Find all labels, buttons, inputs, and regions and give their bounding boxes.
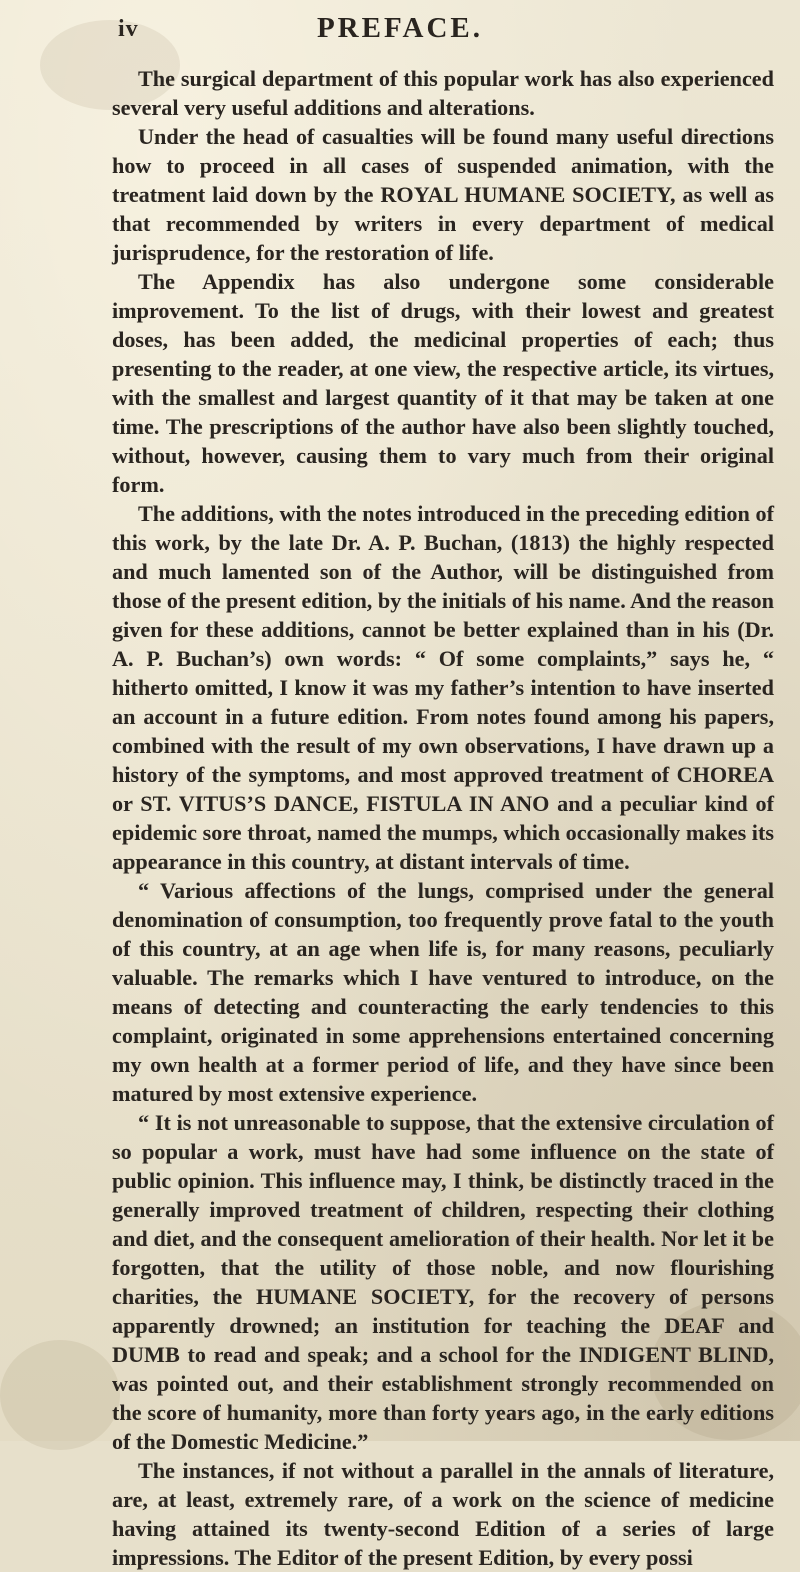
page-header bbox=[0, 10, 800, 44]
paragraph: The surgical department of this popular work has also experienced several very useful additions and alterations. bbox=[112, 66, 774, 120]
paragraph: Under the head of casualties will be found many useful directions how to proceed in all cases of suspended animation, with the treatment laid down by the ROYAL HUMANE SOCIETY, as well as that recommended by writers in every department of medical jurisprudence, for the restoration of life. bbox=[112, 124, 774, 265]
paragraph: The instances, if not without a parallel in the annals of literature, are, at least, extremely rare, of a work on the science of medicine having attained its twenty-second Edition of a series of large impressions. The Editor of the present Edition, by every possi bbox=[112, 1458, 774, 1570]
paragraph: The Appendix has also undergone some considerable improvement. To the list of drugs, with their lowest and greatest doses, has been added, the medicinal properties of each; thus presenting to the reader, at one view, the respective article, its virtues, with the smallest and largest quantity of it that may be taken at one time. The prescriptions of the author have also been slightly touched, without, however, causing them to vary much from their original form. bbox=[112, 269, 774, 497]
paragraph: “ It is not unreasonable to suppose, that the extensive circulation of so popular a work, must have had some influence on the state of public opinion. This influence may, I think, be distinctly traced in the generally improved treatment of children, respecting their clothing and diet, and the consequent amelioration of their health. Nor let it be forgotten, that the utility of those noble, and now flourishing charities, the HUMANE SOCIETY, for the recovery of persons apparently drowned; an institution for teaching the DEAF and DUMB to read and speak; and a school for the INDIGENT BLIND, was pointed out, and their establishment strongly recommended on the score of humanity, more than forty years ago, in the early editions of the Domestic Medicine.” bbox=[112, 1110, 774, 1454]
paper-stain bbox=[0, 1340, 120, 1450]
paragraph: “ Various affections of the lungs, comprised under the general denomination of consumption, too frequently prove fatal to the youth of this country, at an age when life is, for many reasons, peculiarly valuable. The remarks which I have ventured to introduce, on the means of detecting and counteracting the early tendencies to this complaint, originated in some apprehensions entertained concerning my own health at a former period of life, and they have since been matured by most extensive experience. bbox=[112, 878, 774, 1106]
running-head: PREFACE. bbox=[316, 12, 484, 44]
page-number: iv bbox=[118, 16, 139, 42]
body-text bbox=[112, 64, 774, 1572]
paragraph: The additions, with the notes introduced in the preceding edition of this work, by the late Dr. A. P. Buchan, (1813) the highly respected and much lamented son of the Author, will be distinguished from those of the present edition, by the initials of his name. And the reason given for these additions, cannot be better explained than in his (Dr. A. P. Buchan’s) own words: “ Of some complaints,” says he, “ hitherto omitted, I know it was my father’s intention to have inserted an account in a future edition. From notes found among his papers, combined with the result of my own observations, I have drawn up a history of the symptoms, and most approved treatment of CHOREA or ST. VITUS’S DANCE, FISTULA IN ANO and a peculiar kind of epidemic sore throat, named the mumps, which occasionally makes its appearance in this country, at distant intervals of time. bbox=[112, 501, 774, 874]
